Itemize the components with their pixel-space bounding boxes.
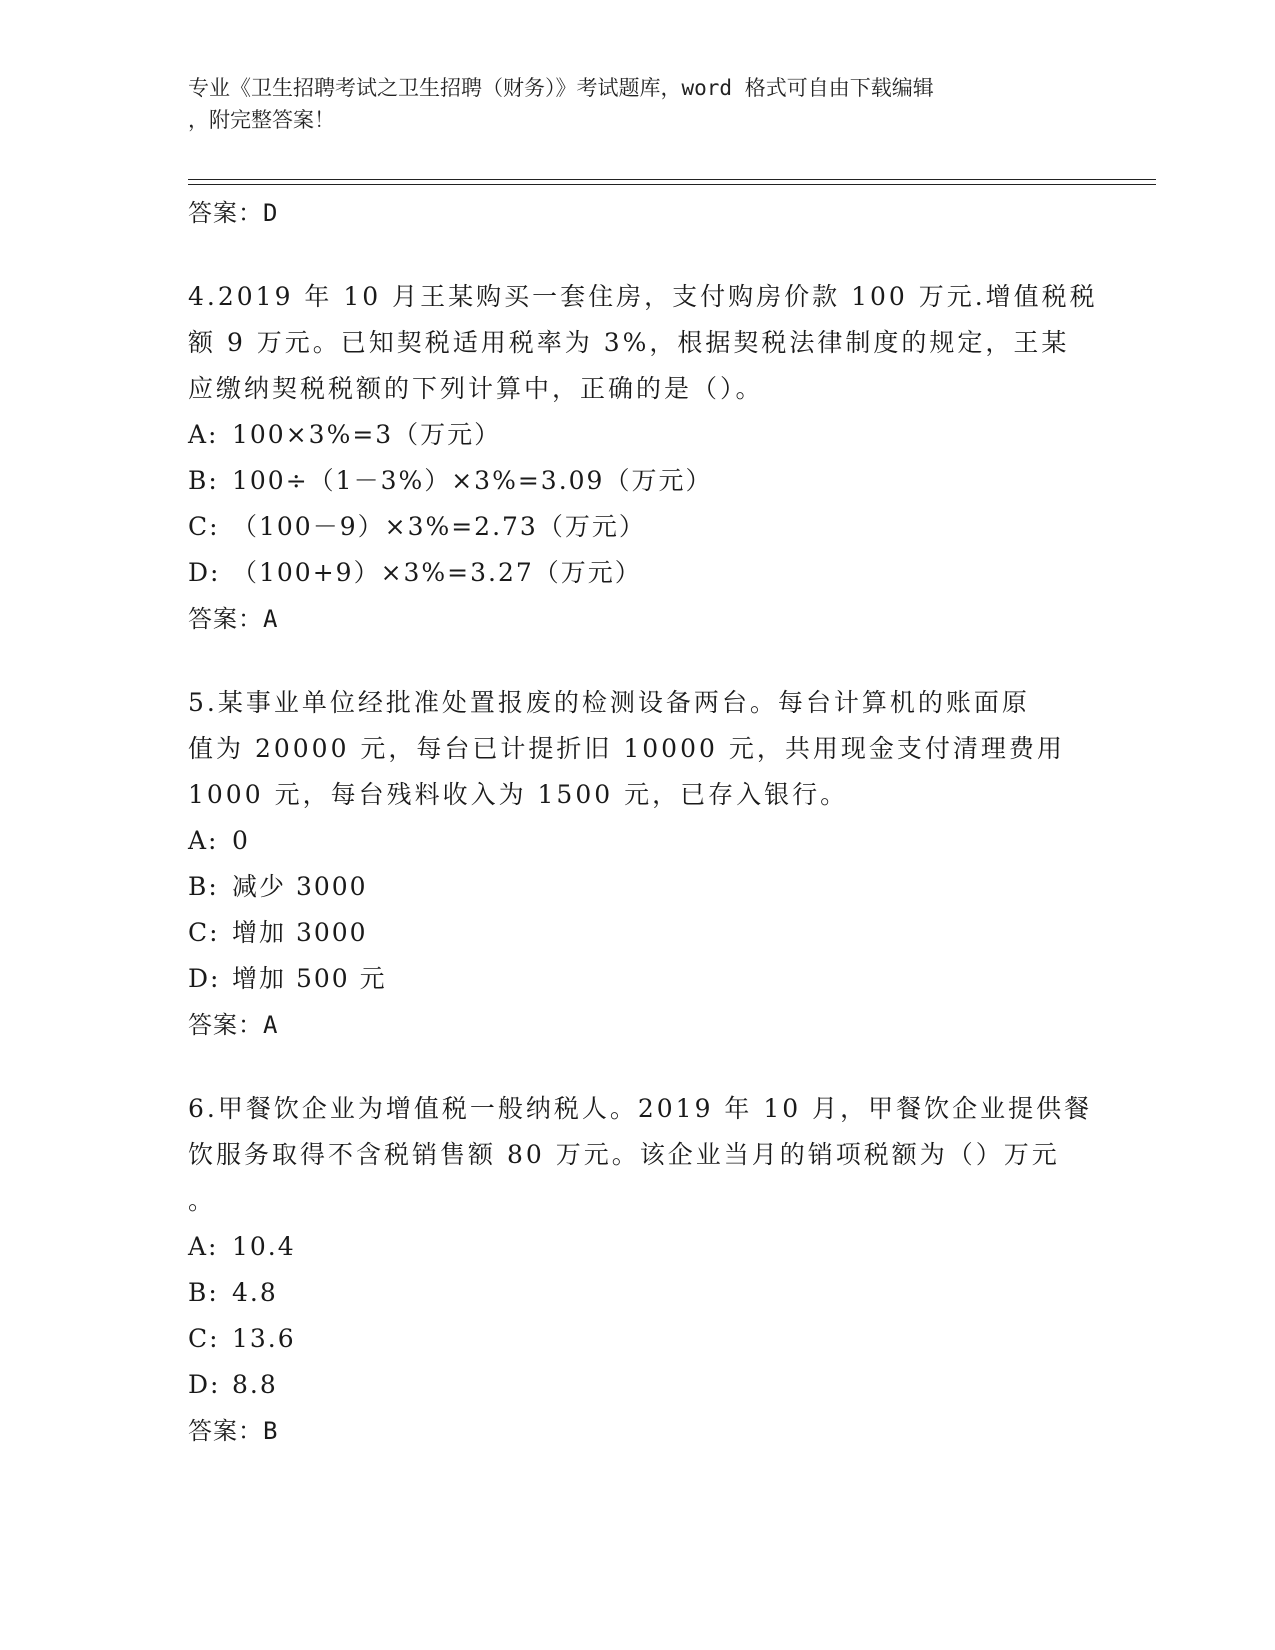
option-a: [188, 1224, 1088, 1270]
option-key: C:: [188, 918, 220, 947]
option-c: [188, 1316, 1088, 1362]
option-a: [188, 412, 1088, 458]
option-b: [188, 864, 1088, 910]
question-stem-line: 4.2019 年 10 月王某购买一套住房，支付购房价款 100 万元.增值税税: [188, 282, 1098, 311]
question-stem-line: 值为 20000 元，每台已计提折旧 10000 元，共用现金支付清理费用: [188, 734, 1065, 763]
header-rule-bottom: [188, 184, 1156, 185]
document-body: [188, 190, 1098, 1454]
question-4: [188, 274, 1098, 642]
option-text: 4.8: [232, 1278, 278, 1307]
option-key: B:: [188, 872, 219, 901]
option-text: 0: [232, 826, 250, 855]
question-6: [188, 1086, 1093, 1454]
option-c: [188, 910, 1088, 956]
question-stem-line: 6.甲餐饮企业为增值税一般纳税人。2019 年 10 月，甲餐饮企业提供餐: [188, 1094, 1093, 1123]
header-rule-top: [188, 179, 1156, 180]
option-d: [188, 550, 1088, 596]
option-b: [188, 1270, 1088, 1316]
option-key: D:: [188, 558, 221, 587]
option-text: 增加 3000: [232, 918, 368, 947]
option-key: C:: [188, 1324, 220, 1353]
option-key: D:: [188, 1370, 221, 1399]
question-stem-line: 饮服务取得不含税销售额 80 万元。该企业当月的销项税额为（）万元: [188, 1140, 1060, 1169]
option-text: 100×3%=3（万元）: [232, 420, 502, 449]
question-answer: 答案：A: [188, 605, 279, 633]
option-c: [188, 504, 1088, 550]
option-b: [188, 458, 1088, 504]
header-line-1: 专业《卫生招聘考试之卫生招聘（财务）》考试题库，word 格式可自由下载编辑: [188, 76, 934, 100]
option-text: （100+9）×3%=3.27（万元）: [232, 558, 642, 587]
option-key: A:: [188, 1232, 219, 1261]
option-key: C:: [188, 512, 220, 541]
option-text: 10.4: [232, 1232, 296, 1261]
question-stem-line: 5.某事业单位经批准处置报废的检测设备两台。每台计算机的账面原: [188, 688, 1030, 717]
question-stem-line: 额 9 万元。已知契税适用税率为 3%，根据契税法律制度的规定，王某: [188, 328, 1070, 357]
option-key: A:: [188, 826, 219, 855]
option-key: B:: [188, 466, 219, 495]
question-5: [188, 680, 1088, 1048]
option-text: 减少 3000: [232, 872, 368, 901]
option-text: 13.6: [232, 1324, 296, 1353]
option-d: [188, 1362, 1088, 1408]
option-d: [188, 956, 1088, 1002]
document-header: [188, 72, 1088, 136]
question-answer: 答案：A: [188, 1011, 279, 1039]
question-stem-line: 。: [188, 1186, 217, 1215]
option-key: B:: [188, 1278, 219, 1307]
header-line-2: ，附完整答案！: [188, 108, 335, 132]
option-text: （100－9）×3%=2.73（万元）: [232, 512, 646, 541]
option-text: 增加 500 元: [232, 964, 387, 993]
option-a: [188, 818, 1088, 864]
question-stem-line: 1000 元，每台残料收入为 1500 元，已存入银行。: [188, 780, 849, 809]
option-key: A:: [188, 420, 219, 449]
question-stem-line: 应缴纳契税税额的下列计算中，正确的是（）。: [188, 374, 764, 403]
option-key: D:: [188, 964, 221, 993]
previous-question-answer: 答案：D: [188, 199, 279, 227]
option-text: 100÷（1－3%）×3%=3.09（万元）: [232, 466, 713, 495]
option-text: 8.8: [232, 1370, 278, 1399]
question-answer: 答案：B: [188, 1417, 279, 1445]
